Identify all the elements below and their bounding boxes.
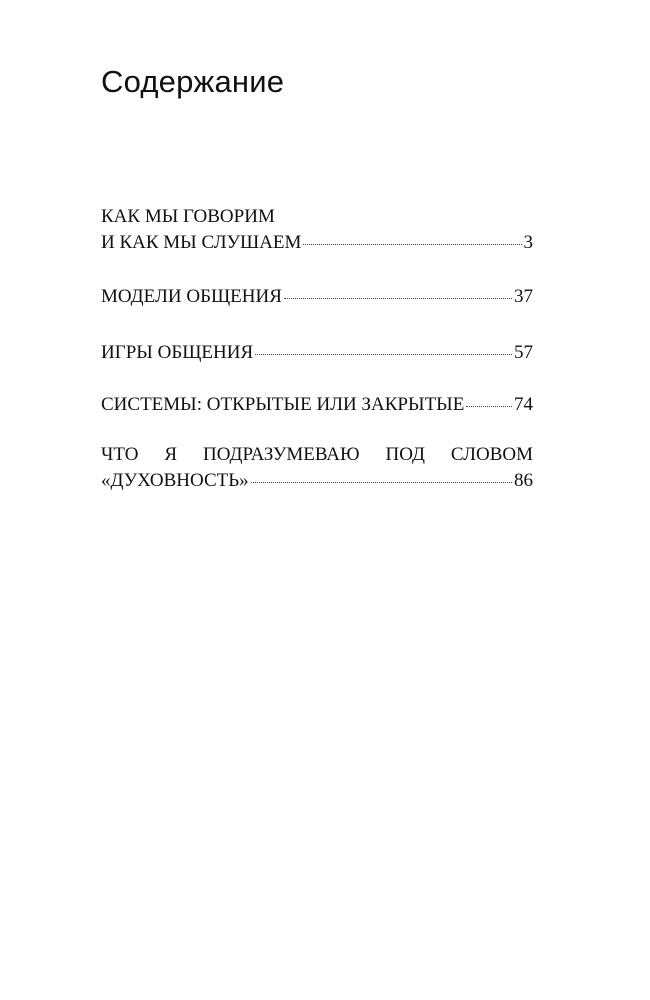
- dot-leader: [284, 298, 512, 299]
- toc-entry-title-line: КАК МЫ ГОВОРИМ: [101, 206, 275, 227]
- toc-entry-last-line: [101, 284, 533, 310]
- toc-page-number: 74: [514, 394, 533, 415]
- toc-entry[interactable]: [101, 442, 533, 494]
- toc-entry-title: СИСТЕМЫ: ОТКРЫТЫЕ ИЛИ ЗАКРЫТЫЕ: [101, 394, 465, 415]
- toc-page-number: 57: [514, 342, 533, 363]
- toc-page-number: 86: [514, 470, 533, 491]
- toc-entry-last-line: [101, 392, 533, 418]
- toc-entry-last-line: [101, 230, 533, 256]
- table-of-contents: [101, 204, 533, 522]
- toc-page-number: 37: [514, 286, 533, 307]
- dot-leader: [466, 406, 512, 407]
- toc-entry[interactable]: [101, 340, 533, 366]
- dot-leader: [251, 482, 512, 483]
- page-title: Содержание: [101, 64, 285, 99]
- toc-entry-title: МОДЕЛИ ОБЩЕНИЯ: [101, 286, 282, 307]
- toc-entry-last-line: [101, 468, 533, 494]
- toc-entry[interactable]: [101, 392, 533, 418]
- toc-entry-last-line: [101, 340, 533, 366]
- toc-entry[interactable]: [101, 204, 533, 256]
- toc-entry-title: И КАК МЫ СЛУШАЕМ: [101, 232, 302, 253]
- toc-entry-title: ИГРЫ ОБЩЕНИЯ: [101, 342, 254, 363]
- dot-leader: [303, 244, 521, 245]
- toc-page-number: 3: [523, 232, 533, 253]
- toc-entry-title-line: ЧТО Я ПОДРАЗУМЕВАЮ ПОД СЛОВОМ: [101, 444, 533, 465]
- toc-entry[interactable]: [101, 284, 533, 310]
- toc-entry-title: «ДУХОВНОСТЬ»: [101, 470, 249, 491]
- dot-leader: [255, 354, 512, 355]
